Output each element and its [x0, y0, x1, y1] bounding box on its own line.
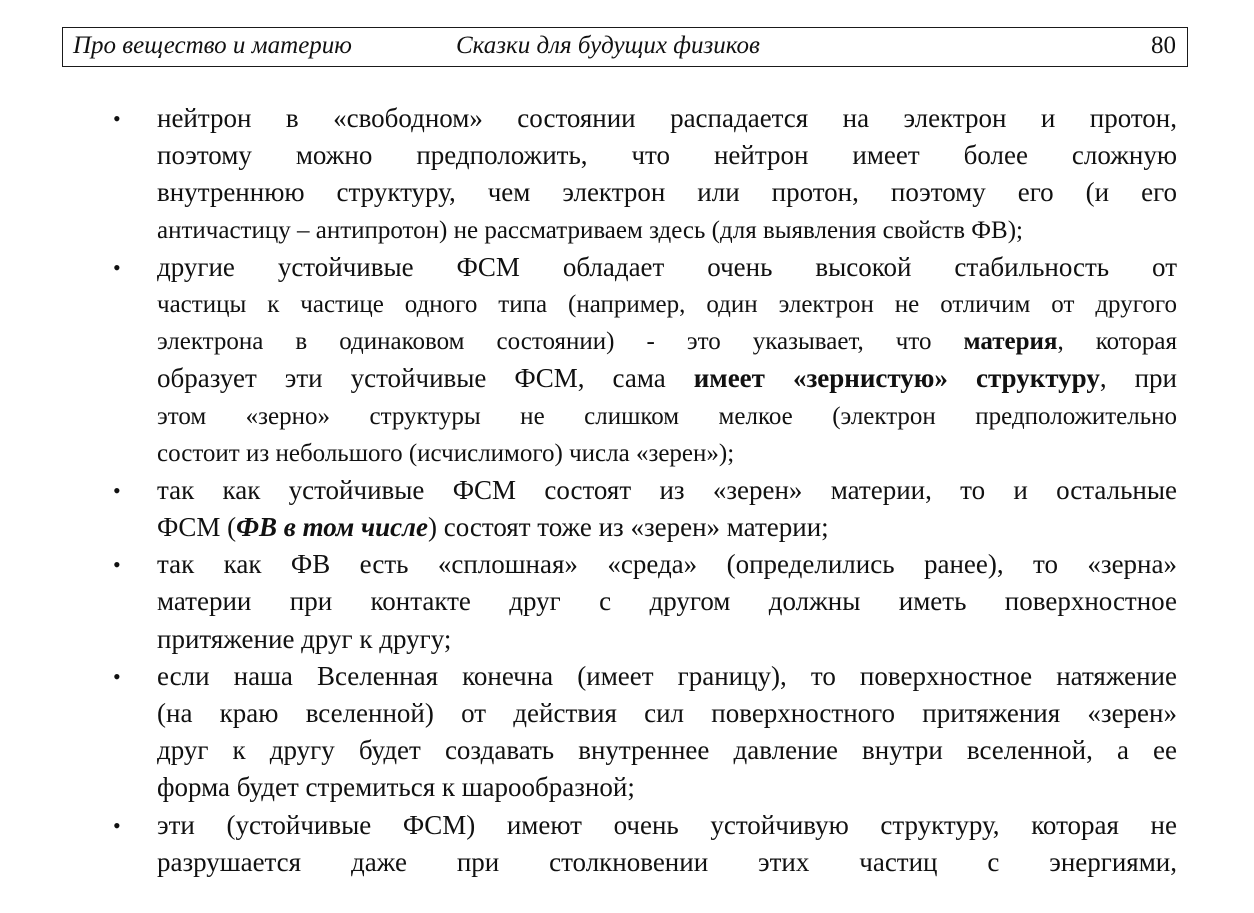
text-line: [157, 509, 1177, 546]
text-segment: притяжение друг к другу;: [157, 623, 452, 654]
text-line: [157, 360, 1177, 397]
bullet-marker: •: [113, 254, 121, 280]
text-segment: (на краю вселенной) от действия сил поверхностного притяжения «зерен»: [157, 698, 1177, 728]
text-segment: состоит из небольшого (исчислимого) числа «зерен»);: [157, 439, 735, 467]
text-line: [157, 769, 1177, 806]
text-segment: так как устойчивые ФСМ состоят из «зерен» материи, то и остальные: [157, 474, 1177, 505]
text-segment: друг к другу будет создавать внутреннее давление внутри вселенной, а ее: [157, 735, 1177, 766]
text-line: [157, 807, 1177, 844]
text-segment: античастицу – антипротон) не рассматриваем здесь (для выявления свойств ФВ);: [157, 216, 1023, 244]
text-line: [157, 472, 1177, 509]
text-line: [157, 174, 1177, 211]
page-header: [62, 27, 1188, 67]
text-line: [157, 100, 1177, 137]
text-segment: нейтрон в «свободном» состоянии распадается на электрон и протон,: [157, 103, 1177, 133]
text-line: [157, 398, 1177, 435]
text-line: [157, 323, 1177, 360]
book-title: Сказки для будущих физиков: [456, 32, 760, 59]
list-item: [0, 807, 1254, 881]
text-segment: частицы к частице одного типа (например, один электрон не отличим от другого: [157, 290, 1177, 318]
list-item: [0, 472, 1254, 546]
text-segment: поэтому можно предположить, что нейтрон имеет более сложную: [157, 140, 1177, 171]
section-title: Про вещество и материю: [73, 32, 352, 59]
text-segment: образует эти устойчивые ФСМ, сама: [157, 363, 694, 394]
text-line: [157, 658, 1177, 695]
text-segment: так как ФВ есть «сплошная» «среда» (определились ранее), то «зерна»: [157, 549, 1177, 580]
bullet-marker: •: [113, 663, 121, 689]
text-segment: внутреннюю структуру, чем электрон или протон, поэтому его (и его: [157, 177, 1177, 208]
text-segment: если наша Вселенная конечна (имеет границу), то поверхностное натяжение: [157, 660, 1177, 691]
text-line: [157, 249, 1177, 286]
text-segment: , при: [1099, 363, 1177, 394]
text-line: [157, 435, 1177, 472]
text-line: [157, 546, 1177, 583]
list-item: [0, 546, 1254, 658]
text-segment: электрона в одинаковом состоянии) - это указывает, что: [157, 328, 964, 356]
text-line: [157, 732, 1177, 769]
list-item: [0, 249, 1254, 472]
text-segment: форма будет стремиться к шарообразной;: [157, 772, 635, 803]
text-line: [157, 286, 1177, 323]
text-line: [157, 621, 1177, 658]
text-segment: разрушается даже при столкновении этих частиц с энергиями,: [157, 846, 1177, 877]
emphasis-text: имеет «зернистую» структуру: [693, 363, 1100, 394]
text-line: [157, 212, 1177, 249]
bullet-marker: •: [113, 812, 121, 838]
page-number: 80: [1151, 32, 1176, 59]
list-item: [0, 658, 1254, 807]
text-segment: эти (устойчивые ФСМ) имеют очень устойчивую структуру, которая не: [157, 809, 1177, 840]
text-line: [157, 695, 1177, 732]
text-segment: ) состоят тоже из «зерен» материи;: [428, 512, 829, 543]
text-segment: этом «зерно» структуры не слишком мелкое (электрон предположительно: [157, 402, 1177, 430]
emphasis-text: материя: [963, 328, 1058, 356]
text-segment: , которая: [1057, 328, 1177, 356]
text-segment: ФСМ (: [157, 512, 237, 543]
bullet-list: [0, 100, 1254, 881]
text-segment: другие устойчивые ФСМ обладает очень высокой стабильность от: [157, 251, 1177, 282]
text-segment: материи при контакте друг с другом должны иметь поверхностное: [157, 586, 1177, 617]
emphasis-text: ФВ в том числе: [236, 512, 428, 543]
bullet-marker: •: [113, 106, 121, 131]
bullet-marker: •: [113, 477, 121, 503]
text-line: [157, 583, 1177, 620]
list-item: [0, 100, 1254, 249]
bullet-marker: •: [113, 552, 121, 578]
text-line: [157, 137, 1177, 174]
text-line: [157, 844, 1177, 881]
